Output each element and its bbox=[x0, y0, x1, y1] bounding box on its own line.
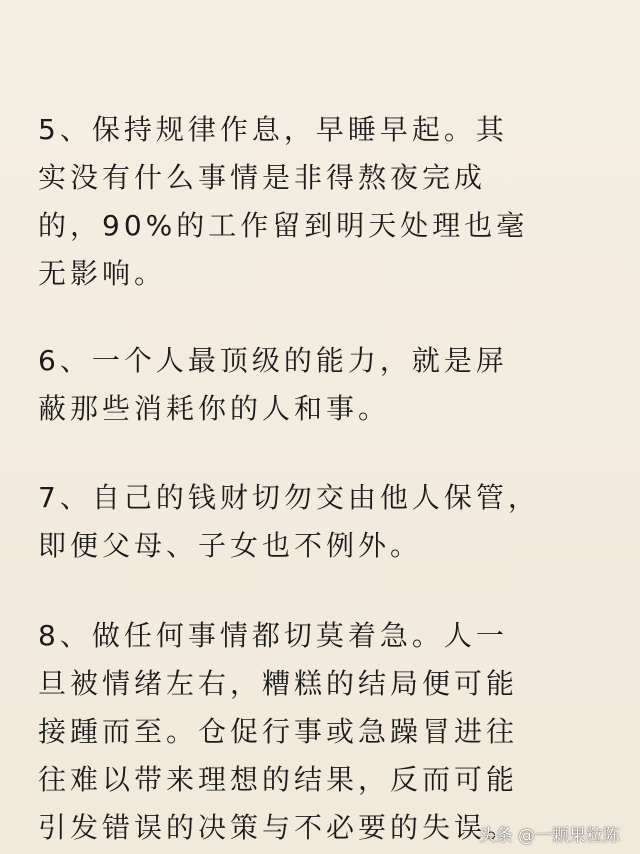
text-line: 6、一个人最顶级的能力，就是屏 bbox=[38, 344, 508, 377]
source-watermark: 头条 @一颗果粒陈 bbox=[478, 826, 620, 846]
paragraph-5 bbox=[38, 106, 608, 298]
text-line: 7、自己的钱财切勿交由他人保管， bbox=[38, 481, 540, 514]
text-line: 即便父母、子女也不例外。 bbox=[38, 529, 423, 562]
text-line: 无影响。 bbox=[38, 257, 167, 290]
text-line: 的，90%的工作留到明天处理也毫 bbox=[38, 209, 529, 242]
paragraph-8 bbox=[38, 612, 608, 852]
text-line: 8、做任何事情都切莫着急。人一 bbox=[38, 619, 508, 652]
text-line: 5、保持规律作息，早睡早起。其 bbox=[38, 113, 508, 146]
text-line: 接踵而至。仓促行事或急躁冒进往 bbox=[38, 715, 519, 748]
text-line: 往难以带来理想的结果，反而可能 bbox=[38, 763, 519, 796]
text-line: 引发错误的决策与不必要的失误。 bbox=[38, 811, 519, 844]
text-line: 蔽那些消耗你的人和事。 bbox=[38, 392, 391, 425]
text-line: 实没有什么事情是非得熬夜完成 bbox=[38, 161, 487, 194]
paragraph-6 bbox=[38, 337, 608, 433]
paragraph-7 bbox=[38, 474, 608, 570]
text-line: 旦被情绪左右，糟糕的结局便可能 bbox=[38, 667, 519, 700]
